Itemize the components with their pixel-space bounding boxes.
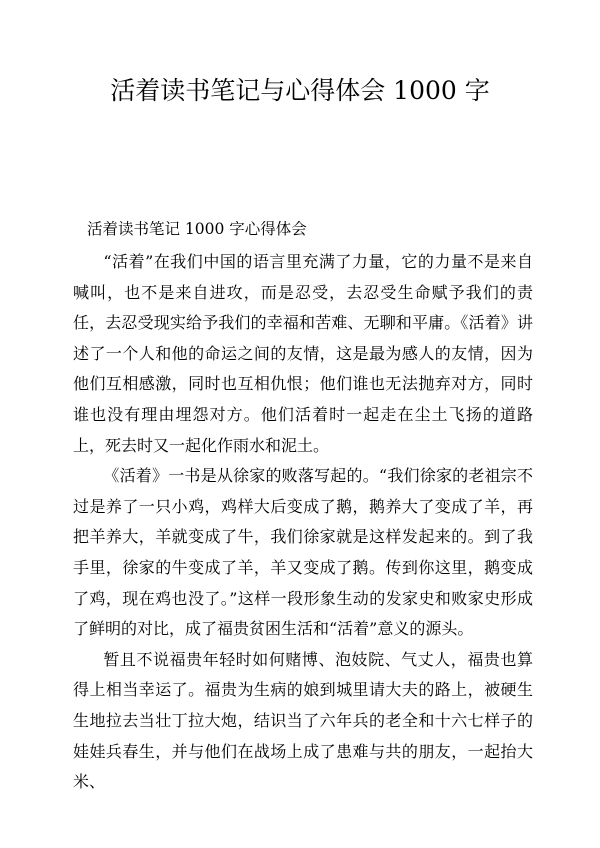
paragraph-3: 暂且不说福贵年轻时如何赌博、泡妓院、气丈人，福贵也算得上相当幸运了。福贵为生病的娘到城里请大夫的路上，被硬生生地拉去当壮丁拉大炮，结识当了六年兵的老全和十六七样子的娃娃兵春生，并与他们在战场上成了患难与共的朋友，一起抬大米、 — [73, 649, 533, 792]
document-subtitle: 活着读书笔记 1000 字心得体会 — [87, 220, 307, 238]
document-body — [73, 247, 533, 798]
paragraph-2: 《活着》一书是从徐家的败落写起的。“我们徐家的老祖宗不过是养了一只小鸡，鸡样大后变成了鹅，鹅养大了变成了羊，再把羊养大，羊就变成了牛，我们徐家就是这样发起来的。到了我手里，徐家的牛变成了羊，羊又变成了鹅。传到你这里，鹅变成了鸡，现在鸡也没了。”这样一段形象生动的发家史和败家史形成了鲜明的对比，成了福贵贫困生活和“活着”意义的源头。 — [73, 466, 533, 639]
document-title: 活着读书笔记与心得体会 1000 字 — [110, 76, 490, 105]
paragraph-1: “活着”在我们中国的语言里充满了力量，它的力量不是来自喊叫，也不是来自进攻，而是忍受，去忍受生命赋予我们的责任，去忍受现实给予我们的幸福和苦难、无聊和平庸。《活着》讲述了一个人和他的命运之间的友情，这是最为感人的友情，因为他们互相感激，同时也互相仇恨；他们谁也无法抛弃对方，同时谁也没有理由埋怨对方。他们活着时一起走在尘土飞扬的道路上，死去时又一起化作雨水和泥土。 — [73, 252, 533, 455]
